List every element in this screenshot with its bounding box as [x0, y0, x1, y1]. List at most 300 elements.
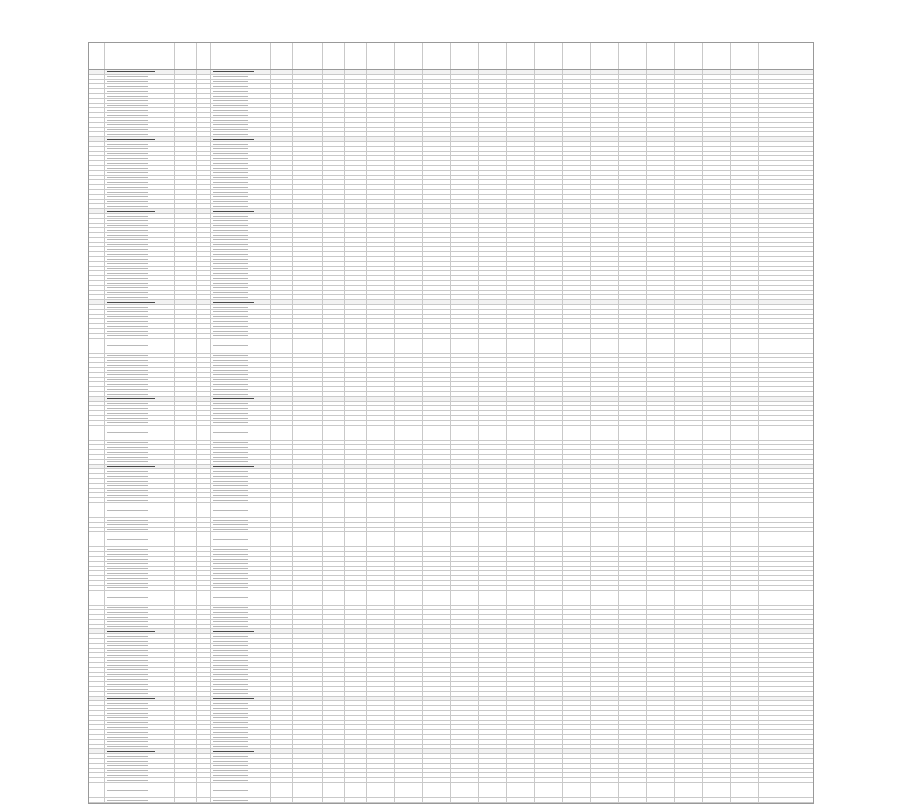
table-cell [175, 243, 197, 247]
table-cell [563, 171, 591, 175]
table-cell [323, 147, 345, 151]
table-cell [647, 209, 675, 213]
table-cell [345, 252, 367, 256]
table-cell [345, 445, 367, 449]
table-cell [479, 233, 507, 237]
table-cell [479, 653, 507, 657]
table-cell [479, 108, 507, 112]
table-cell [731, 310, 759, 314]
table-cell [323, 267, 345, 271]
table-cell [175, 498, 197, 502]
table-cell [197, 460, 211, 464]
table-cell [563, 99, 591, 103]
table-cell [395, 166, 423, 170]
table-cell [451, 176, 479, 180]
table-cell [703, 286, 731, 290]
table-cell [211, 716, 271, 720]
table-cell [105, 778, 175, 782]
table-cell [89, 123, 105, 127]
table-cell [89, 291, 105, 295]
table-cell [563, 552, 591, 556]
table-cell [535, 567, 563, 571]
table-cell [479, 84, 507, 88]
table-cell [451, 644, 479, 648]
table-cell [731, 397, 759, 401]
table-cell [105, 339, 175, 353]
table-cell [563, 769, 591, 773]
table-cell [703, 653, 731, 657]
table-cell [323, 479, 345, 483]
table-cell [395, 358, 423, 362]
table-cell [89, 392, 105, 396]
table-cell [535, 416, 563, 420]
table-cell [197, 649, 211, 653]
table-cell [703, 99, 731, 103]
table-cell [367, 190, 395, 194]
table-cell [591, 484, 619, 488]
table-cell [89, 315, 105, 319]
table-cell [703, 557, 731, 561]
table-cell [323, 228, 345, 232]
table-cell [703, 721, 731, 725]
table-cell [535, 498, 563, 502]
table-cell [423, 84, 451, 88]
table-cell [703, 156, 731, 160]
table-cell [451, 94, 479, 98]
table-cell [367, 426, 395, 440]
table-cell [367, 455, 395, 459]
table-cell [271, 406, 293, 410]
table-cell [395, 224, 423, 228]
table-cell [479, 99, 507, 103]
table-cell [345, 498, 367, 502]
table-cell [479, 441, 507, 445]
table-cell [197, 798, 211, 802]
table-cell [479, 315, 507, 319]
table-cell [479, 224, 507, 228]
table-cell [591, 567, 619, 571]
table-cell [451, 185, 479, 189]
table-cell [647, 171, 675, 175]
table-cell [345, 581, 367, 585]
table-cell [563, 629, 591, 633]
table-cell [105, 118, 175, 122]
table-cell [175, 214, 197, 218]
table-cell [345, 161, 367, 165]
table-cell [535, 450, 563, 454]
table-cell [293, 532, 323, 546]
table-cell [423, 783, 451, 797]
table-cell [89, 224, 105, 228]
table-cell [197, 416, 211, 420]
table-cell [211, 108, 271, 112]
table-cell [535, 295, 563, 299]
table-cell [591, 402, 619, 406]
table-cell [367, 557, 395, 561]
table-cell [323, 75, 345, 79]
table-cell [271, 571, 293, 575]
table-cell [395, 798, 423, 802]
table-cell [731, 171, 759, 175]
table-cell [591, 204, 619, 208]
table-cell [271, 764, 293, 768]
table-cell [451, 354, 479, 358]
table-cell [563, 523, 591, 527]
table-cell [293, 730, 323, 734]
table-cell [395, 552, 423, 556]
table-cell [293, 176, 323, 180]
table-cell [89, 445, 105, 449]
table-cell [619, 204, 647, 208]
table-cell [89, 576, 105, 580]
table-cell [293, 295, 323, 299]
table-cell [89, 84, 105, 88]
table-cell [591, 80, 619, 84]
table-cell [271, 562, 293, 566]
table-cell [293, 484, 323, 488]
table-cell [395, 113, 423, 117]
table-cell [395, 214, 423, 218]
table-cell [211, 368, 271, 372]
table-cell [367, 267, 395, 271]
table-cell [563, 358, 591, 362]
table-cell [175, 373, 197, 377]
table-cell [563, 778, 591, 782]
table-cell [105, 649, 175, 653]
table-cell [703, 89, 731, 93]
table-cell [423, 778, 451, 782]
table-cell [703, 368, 731, 372]
table-cell [175, 421, 197, 425]
table-cell [105, 295, 175, 299]
table-cell [619, 532, 647, 546]
table-cell [451, 329, 479, 333]
table-cell [89, 581, 105, 585]
table-cell [535, 586, 563, 590]
table-cell [323, 567, 345, 571]
table-cell [323, 677, 345, 681]
table-cell [563, 161, 591, 165]
table-cell [175, 84, 197, 88]
table-cell [619, 489, 647, 493]
table-cell [535, 378, 563, 382]
table-cell [423, 455, 451, 459]
table-cell [197, 104, 211, 108]
table-cell [479, 262, 507, 266]
table-cell [211, 778, 271, 782]
table-cell [175, 518, 197, 522]
table-cell [507, 358, 535, 362]
table-cell [479, 152, 507, 156]
table-cell [271, 532, 293, 546]
table-cell [367, 137, 395, 141]
table-cell [367, 701, 395, 705]
table-cell [479, 271, 507, 275]
table-cell [507, 783, 535, 797]
table-cell [731, 128, 759, 132]
table-cell [647, 329, 675, 333]
table-cell [105, 209, 175, 213]
table-cell [89, 339, 105, 353]
table-cell [731, 329, 759, 333]
table-cell [731, 276, 759, 280]
table-cell [451, 214, 479, 218]
table-cell [293, 402, 323, 406]
table-cell [675, 493, 703, 497]
table-cell [89, 128, 105, 132]
table-cell [591, 247, 619, 251]
table-cell [197, 94, 211, 98]
table-cell [197, 498, 211, 502]
table-cell [535, 142, 563, 146]
table-cell [563, 673, 591, 677]
table-cell [619, 378, 647, 382]
table-cell [423, 745, 451, 749]
table-cell [451, 697, 479, 701]
table-cell [703, 262, 731, 266]
table-cell [479, 615, 507, 619]
table-cell [703, 706, 731, 710]
table-cell [105, 243, 175, 247]
table-cell [345, 190, 367, 194]
table-cell [731, 697, 759, 701]
table-cell [647, 354, 675, 358]
table-cell [395, 581, 423, 585]
table-cell [271, 152, 293, 156]
table-cell [293, 677, 323, 681]
table-cell [451, 262, 479, 266]
table-cell [563, 108, 591, 112]
table-cell [175, 465, 197, 469]
table-cell [175, 128, 197, 132]
table-cell [479, 668, 507, 672]
table-cell [619, 271, 647, 275]
table-cell [271, 567, 293, 571]
table-cell [535, 730, 563, 734]
table-cell [197, 319, 211, 323]
table-cell [367, 204, 395, 208]
table-cell [293, 606, 323, 610]
table-cell [395, 281, 423, 285]
table-cell [89, 295, 105, 299]
table-cell [647, 460, 675, 464]
table-cell [197, 152, 211, 156]
table-cell [479, 137, 507, 141]
table-cell [647, 479, 675, 483]
table-cell [423, 677, 451, 681]
table-cell [293, 445, 323, 449]
table-cell [535, 764, 563, 768]
table-cell [647, 416, 675, 420]
table-cell [395, 625, 423, 629]
table-cell [563, 368, 591, 372]
table-cell [703, 204, 731, 208]
table-cell [293, 156, 323, 160]
table-cell [271, 460, 293, 464]
table-cell [175, 773, 197, 777]
table-cell [175, 653, 197, 657]
table-cell [423, 687, 451, 691]
table-cell [451, 552, 479, 556]
table-cell [731, 673, 759, 677]
table-cell [323, 180, 345, 184]
table-cell [175, 267, 197, 271]
table-cell [619, 180, 647, 184]
table-cell [647, 721, 675, 725]
table-cell [323, 233, 345, 237]
table-cell [507, 441, 535, 445]
table-cell [89, 195, 105, 199]
table-cell [211, 455, 271, 459]
table-cell [731, 532, 759, 546]
table-cell [731, 740, 759, 744]
table-cell [507, 591, 535, 605]
table-cell [271, 629, 293, 633]
table-cell [563, 557, 591, 561]
table-cell [211, 701, 271, 705]
table-cell [703, 625, 731, 629]
table-cell [591, 132, 619, 136]
table-cell [211, 764, 271, 768]
table-cell [293, 108, 323, 112]
table-cell [423, 75, 451, 79]
table-cell [563, 547, 591, 551]
table-cell [89, 147, 105, 151]
table-cell [647, 644, 675, 648]
table-cell [345, 204, 367, 208]
table-cell [591, 416, 619, 420]
table-cell [591, 445, 619, 449]
table-cell [703, 378, 731, 382]
table-cell [619, 586, 647, 590]
table-cell [563, 634, 591, 638]
table-cell [731, 252, 759, 256]
table-cell [535, 373, 563, 377]
table-cell [323, 421, 345, 425]
table-cell [271, 358, 293, 362]
table-cell [89, 460, 105, 464]
table-cell [211, 465, 271, 469]
table-cell [563, 591, 591, 605]
table-cell [423, 392, 451, 396]
table-cell [323, 243, 345, 247]
table-cell [675, 706, 703, 710]
table-cell [395, 663, 423, 667]
table-cell [535, 324, 563, 328]
table-cell [535, 108, 563, 112]
table-cell [211, 295, 271, 299]
table-cell [535, 137, 563, 141]
table-cell [293, 243, 323, 247]
table-cell [197, 411, 211, 415]
table-cell [89, 677, 105, 681]
table-cell [89, 305, 105, 309]
table-cell [507, 552, 535, 556]
table-cell [367, 397, 395, 401]
table-cell [395, 257, 423, 261]
table-cell [703, 176, 731, 180]
table-cell [507, 682, 535, 686]
table-cell [89, 363, 105, 367]
table-cell [647, 94, 675, 98]
table-cell [293, 334, 323, 338]
table-cell [731, 118, 759, 122]
table-cell [535, 281, 563, 285]
table-cell [423, 759, 451, 763]
table-cell [211, 185, 271, 189]
table-cell [703, 759, 731, 763]
table-cell [451, 711, 479, 715]
table-cell [703, 749, 731, 753]
table-cell [105, 70, 175, 74]
table-cell [451, 166, 479, 170]
table-cell [323, 238, 345, 242]
table-cell [89, 358, 105, 362]
table-cell [367, 147, 395, 151]
table-cell [451, 567, 479, 571]
table-cell [293, 460, 323, 464]
table-cell [535, 219, 563, 223]
table-cell [703, 644, 731, 648]
table-cell [703, 200, 731, 204]
table-cell [535, 479, 563, 483]
table-cell [479, 474, 507, 478]
table-cell [197, 132, 211, 136]
table-cell [175, 552, 197, 556]
table-cell [105, 783, 175, 797]
table-cell [703, 382, 731, 386]
table-cell [451, 387, 479, 391]
table-cell [211, 94, 271, 98]
table-cell [395, 498, 423, 502]
table-cell [563, 339, 591, 353]
table-cell [591, 334, 619, 338]
table-cell [563, 128, 591, 132]
table-cell [105, 387, 175, 391]
table-cell [271, 625, 293, 629]
table-cell [175, 745, 197, 749]
table-cell [619, 238, 647, 242]
table-cell [451, 523, 479, 527]
table-cell [175, 620, 197, 624]
table-cell [423, 319, 451, 323]
table-cell [675, 658, 703, 662]
table-cell [293, 113, 323, 117]
table-cell [675, 445, 703, 449]
table-cell [271, 465, 293, 469]
table-cell [591, 653, 619, 657]
table-cell [647, 392, 675, 396]
table-cell [293, 324, 323, 328]
table-cell [731, 238, 759, 242]
table-cell [451, 257, 479, 261]
table-cell [675, 147, 703, 151]
table-cell [89, 610, 105, 614]
table-cell [731, 716, 759, 720]
table-cell [507, 161, 535, 165]
table-cell [175, 668, 197, 672]
table-cell [197, 421, 211, 425]
table-cell [367, 180, 395, 184]
table-cell [563, 147, 591, 151]
table-cell [731, 465, 759, 469]
table-cell [293, 99, 323, 103]
table-cell [175, 730, 197, 734]
table-cell [451, 764, 479, 768]
table-cell [323, 339, 345, 353]
table-cell [105, 503, 175, 517]
table-cell [591, 368, 619, 372]
